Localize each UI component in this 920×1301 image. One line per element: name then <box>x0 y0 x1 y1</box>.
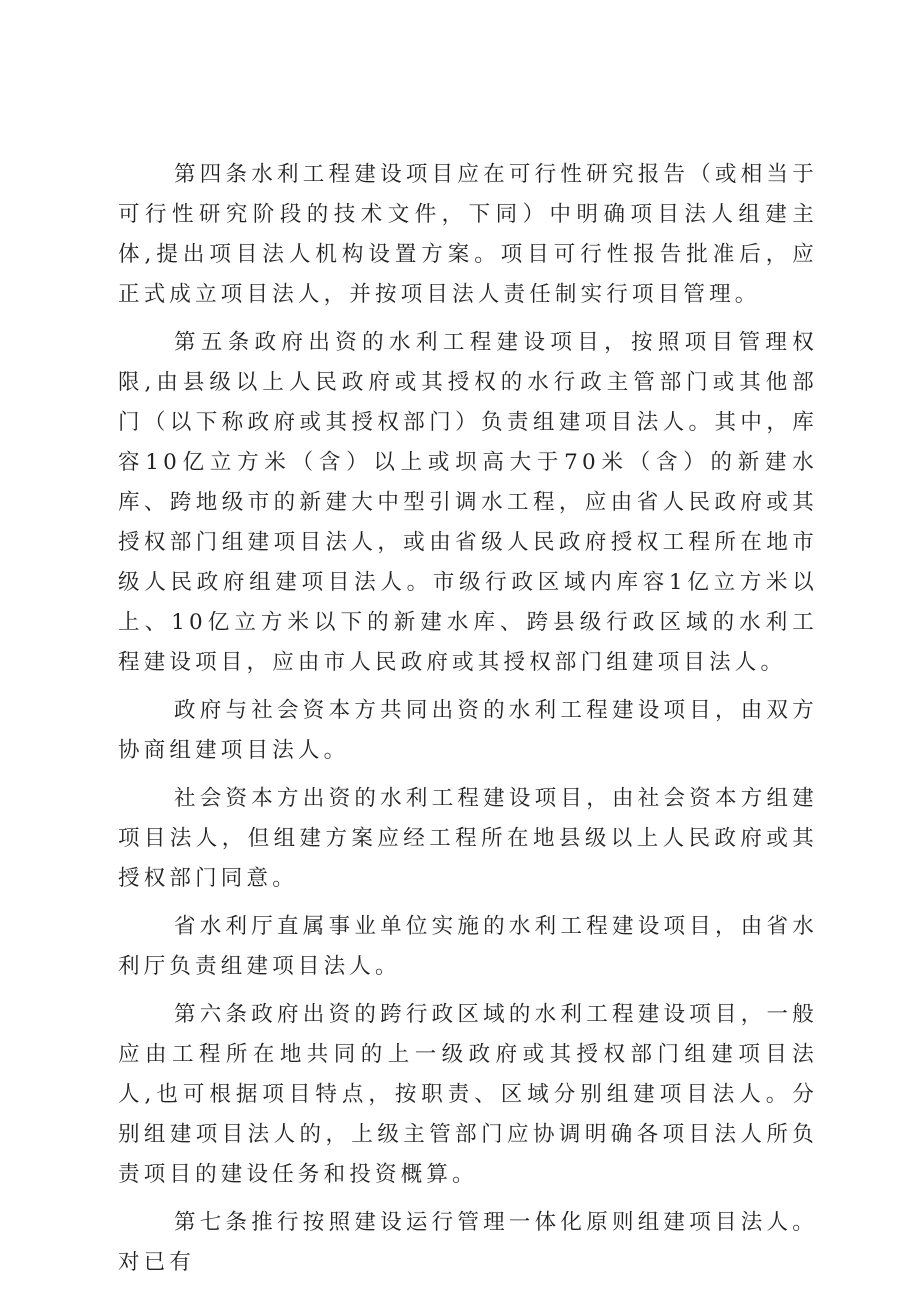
paragraph-provincial-units: 省水利厅直属事业单位实施的水利工程建设项目，由省水利厅负责组建项目法人。 <box>118 914 818 979</box>
paragraph-joint-investment: 政府与社会资本方共同出资的水利工程建设项目，由双方协商组建项目法人。 <box>118 698 818 763</box>
document-body <box>118 155 818 1291</box>
paragraph-article-7: 第七条推行按照建设运行管理一体化原则组建项目法人。对已有 <box>118 1210 818 1275</box>
paragraph-social-capital: 社会资本方出资的水利工程建设项目，由社会资本方组建项目法人，但组建方案应经工程所在地县级以上人民政府或其授权部门同意。 <box>118 786 818 891</box>
paragraph-article-4: 第四条水利工程建设项目应在可行性研究报告（或相当于可行性研究阶段的技术文件，下同）中明确项目法人组建主体,提出项目法人机构设置方案。项目可行性报告批准后，应正式成立项目法人，并按项目法人责任制实行项目管理。 <box>118 162 818 307</box>
paragraph-article-5: 第五条政府出资的水利工程建设项目，按照项目管理权限,由县级以上人民政府或其授权的水行政主管部门或其他部门（以下称政府或其授权部门）负责组建项目法人。其中，库容10亿立方米（含）以上或坝高大于70米（含）的新建水库、跨地级市的新建大中型引调水工程，应由省人民政府或其授权部门组建项目法人，或由省级人民政府授权工程所在地市级人民政府组建项目法人。市级行政区域内库容1亿立方米以上、10亿立方米以下的新建水库、跨县级行政区域的水利工程建设项目，应由市人民政府或其授权部门组建项目法人。 <box>118 330 818 675</box>
paragraph-article-6: 第六条政府出资的跨行政区域的水利工程建设项目，一般应由工程所在地共同的上一级政府或其授权部门组建项目法人,也可根据项目特点，按职责、区域分别组建项目法人。分别组建项目法人的，上级主管部门应协调明确各项目法人所负责项目的建设任务和投资概算。 <box>118 1002 818 1187</box>
